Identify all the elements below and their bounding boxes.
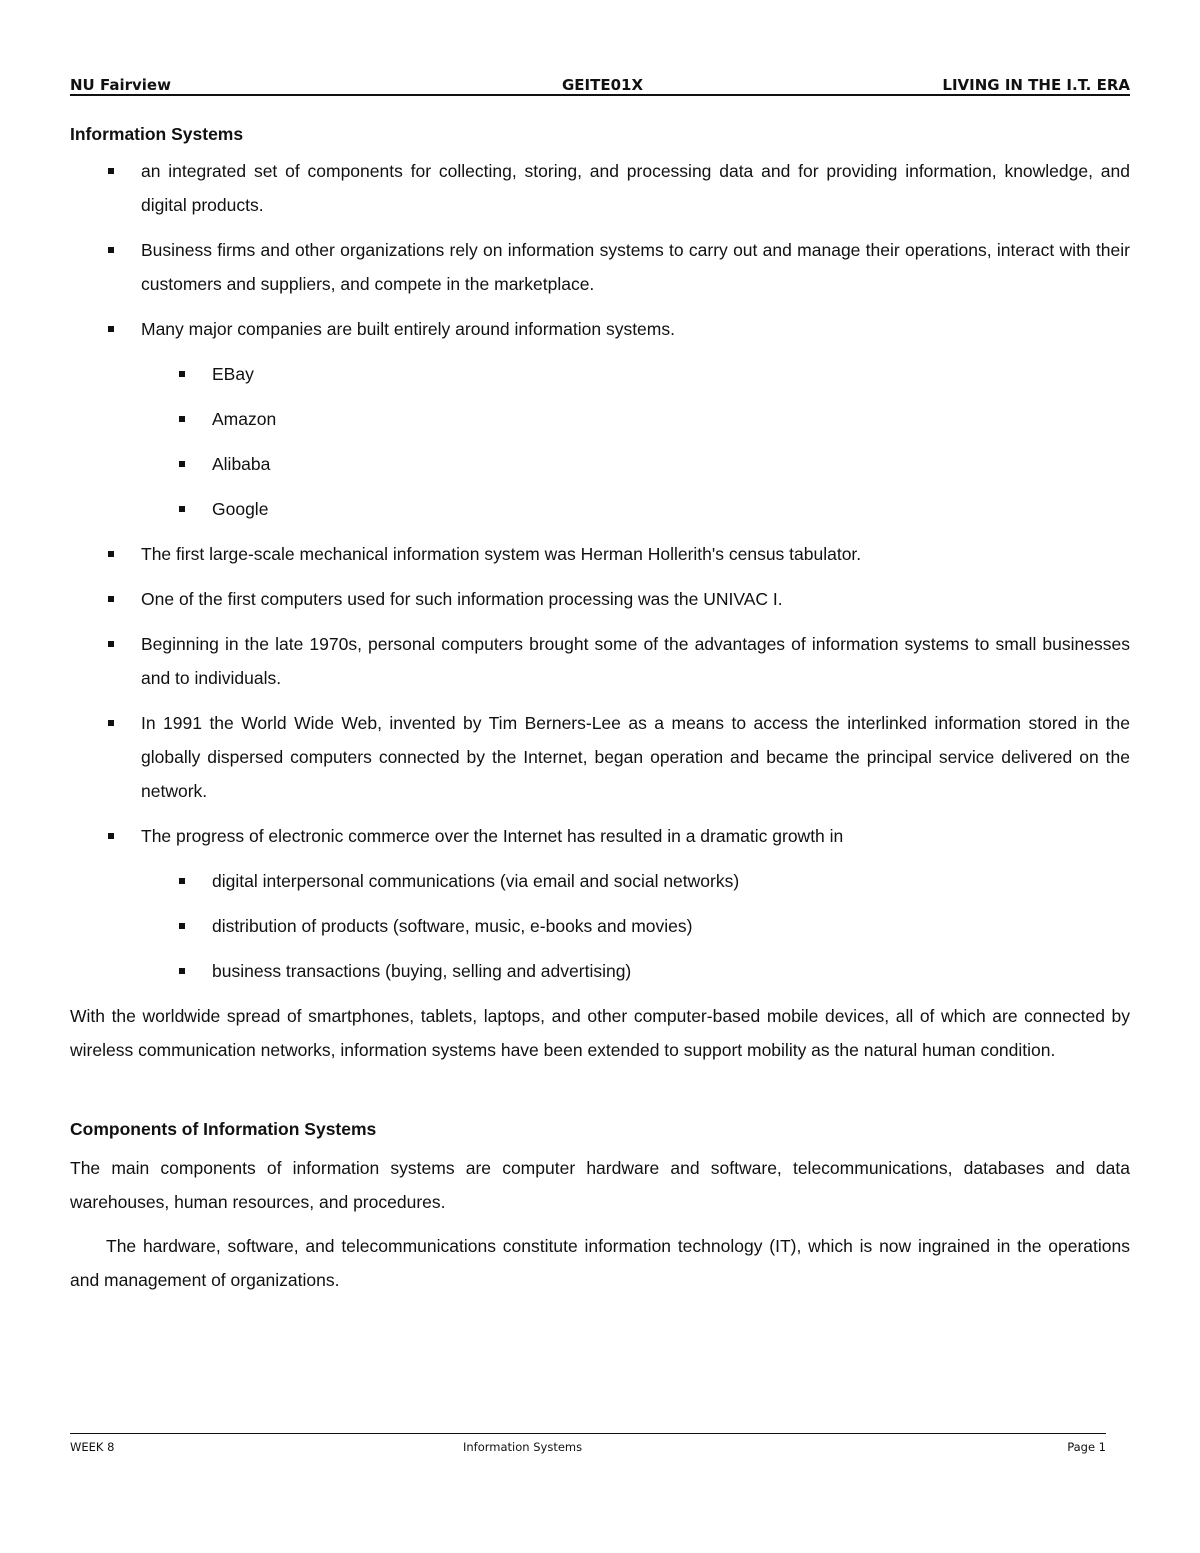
list-item: The progress of electronic commerce over the Internet has resulted in a dramatic growth in digital interpersonal communications (via email and social networks) distribution of products (software, music, e-books and movies) business transactions (buying, selling and advertising)	[70, 819, 1130, 988]
square-bullet-icon	[179, 968, 185, 974]
companies-list	[141, 357, 1130, 526]
section-title-components: Components of Information Systems	[70, 1119, 377, 1139]
it-paragraph: The hardware, software, and telecommunications constitute information technology (IT), which is now ingrained in the operations and management of organizations.	[70, 1236, 1130, 1290]
list-item: Google	[141, 492, 1130, 526]
footer-page-number: Page 1	[1067, 1440, 1106, 1454]
header-course-code: GEITE01X	[562, 76, 644, 94]
list-item: Business firms and other organizations rely on information systems to carry out and manage their operations, interact with their customers and suppliers, and compete in the marketplace.	[70, 233, 1130, 301]
list-item: In 1991 the World Wide Web, invented by Tim Berners-Lee as a means to access the interlinked information stored in the globally dispersed computers connected by the Internet, began operation and became the principal service delivered on the network.	[70, 706, 1130, 808]
page-footer	[70, 1440, 1106, 1456]
list-item: digital interpersonal communications (via email and social networks)	[141, 864, 1130, 898]
list-item: distribution of products (software, music, e-books and movies)	[141, 909, 1130, 943]
document-body	[70, 122, 1130, 1307]
square-bullet-icon	[179, 923, 185, 929]
closing-paragraph: With the worldwide spread of smartphones, tablets, laptops, and other computer-based mobile devices, all of which are connected by wireless communication networks, information systems have been extended to support mobility as the natural human condition.	[70, 1006, 1130, 1060]
list-item: Beginning in the late 1970s, personal computers brought some of the advantages of information systems to small businesses and to individuals.	[70, 627, 1130, 695]
square-bullet-icon	[108, 833, 114, 839]
page-header	[70, 76, 1130, 96]
footer-topic: Information Systems	[463, 1440, 583, 1454]
square-bullet-icon	[179, 416, 185, 422]
growth-list	[141, 864, 1130, 988]
footer-week: WEEK 8	[70, 1440, 115, 1454]
header-institution: NU Fairview	[70, 76, 171, 94]
footer-divider	[70, 1433, 1106, 1434]
section-title-information-systems: Information Systems	[70, 124, 244, 144]
square-bullet-icon	[108, 168, 114, 174]
information-systems-list	[70, 154, 1130, 988]
header-course-title: LIVING IN THE I.T. ERA	[942, 76, 1130, 94]
square-bullet-icon	[108, 641, 114, 647]
square-bullet-icon	[179, 506, 185, 512]
square-bullet-icon	[108, 247, 114, 253]
list-item: EBay	[141, 357, 1130, 391]
square-bullet-icon	[179, 371, 185, 377]
list-item: Many major companies are built entirely around information systems. EBay Amazon Alibaba Google	[70, 312, 1130, 526]
square-bullet-icon	[179, 878, 185, 884]
square-bullet-icon	[108, 596, 114, 602]
list-item: an integrated set of components for collecting, storing, and processing data and for providing information, knowledge, and digital products.	[70, 154, 1130, 222]
list-item: Amazon	[141, 402, 1130, 436]
list-item: Alibaba	[141, 447, 1130, 481]
list-item: The first large-scale mechanical information system was Herman Hollerith's census tabulator.	[70, 537, 1130, 571]
square-bullet-icon	[108, 720, 114, 726]
components-paragraph: The main components of information systems are computer hardware and software, telecommunications, databases and data warehouses, human resources, and procedures.	[70, 1158, 1130, 1212]
list-item: business transactions (buying, selling and advertising)	[141, 954, 1130, 988]
square-bullet-icon	[179, 461, 185, 467]
square-bullet-icon	[108, 551, 114, 557]
list-item: One of the first computers used for such information processing was the UNIVAC I.	[70, 582, 1130, 616]
square-bullet-icon	[108, 326, 114, 332]
